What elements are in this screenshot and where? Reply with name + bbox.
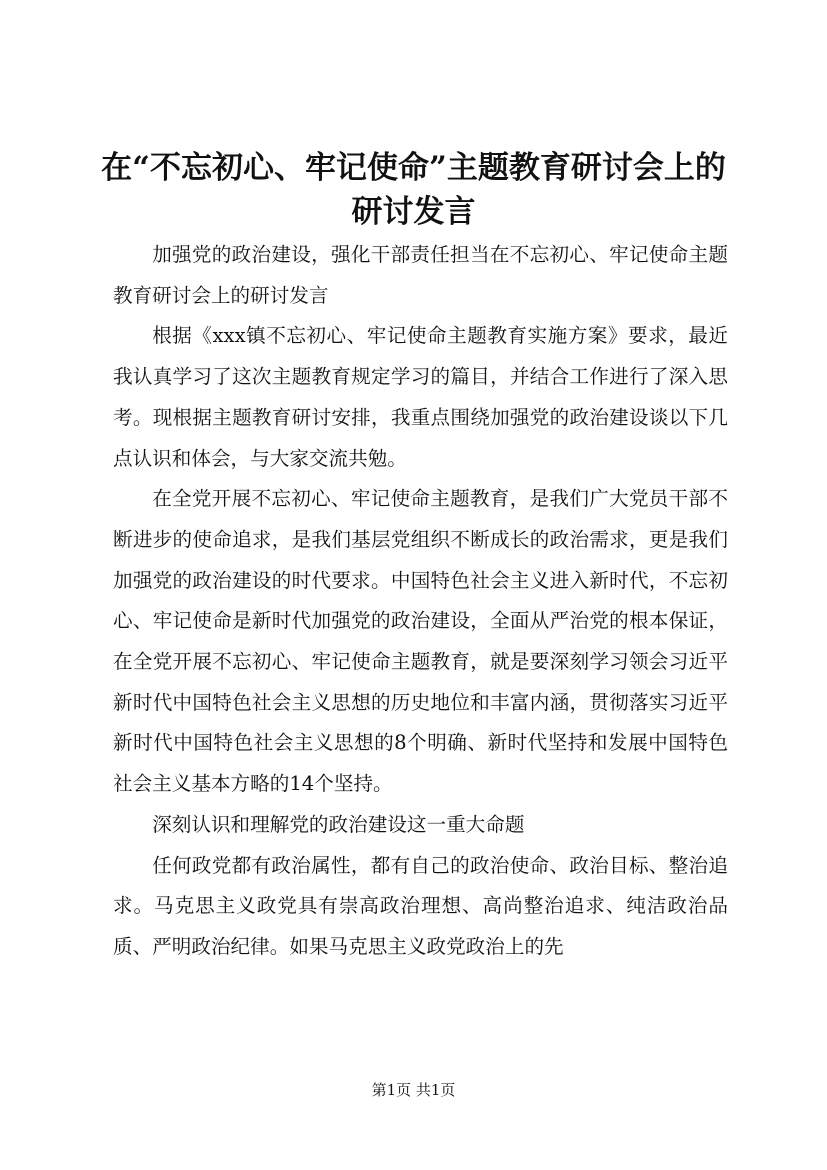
paragraph-intro: 根据《xxx镇不忘初心、牢记使命主题教育实施方案》要求，最近我认真学习了这次主题教育规定学习的篇目，并结合工作进行了深入思考。现根据主题教育研讨安排，我重点围绕加强党的政治建设谈以下几点认识和体会，与大家交流共勉。 bbox=[113, 324, 728, 470]
paragraph-body: 任何政党都有政治属性，都有自己的政治使命、政治目标、整治追求。马克思主义政党具有崇高政治理想、高尚整治追求、纯洁政治品质、严明政治纪律。如果马克思主义政党政治上的先 bbox=[113, 853, 728, 958]
page-title: 在“不忘初心、牢记使命”主题教育研讨会上的研讨发言 bbox=[101, 150, 726, 230]
paragraph-body: 在全党开展不忘初心、牢记使命主题教育，是我们广大党员干部不断进步的使命追求，是我们基层党组织不断成长的政治需求，更是我们加强党的政治建设的时代要求。中国特色社会主义进入新时代，不忘初心、牢记使命是新时代加强党的政治建设，全面从严治党的根本保证，在全党开展不忘初心、牢记使命主题教育，就是要深刻学习领会习近平新时代中国特色社会主义思想的历史地位和丰富内涵，贯彻落实习近平新时代中国特色社会主义思想的8个明确、新时代坚持和发展中国特色社会主义基本方略的14个坚持。 bbox=[113, 487, 728, 796]
page-footer: 第1页 共1页 bbox=[371, 1081, 456, 1099]
document-body bbox=[113, 235, 728, 968]
paragraph-subtitle: 加强党的政治建设，强化干部责任担当在不忘初心、牢记使命主题教育研讨会上的研讨发言 bbox=[113, 243, 728, 307]
section-heading: 深刻认识和理解党的政治建设这一重大命题 bbox=[152, 812, 525, 836]
